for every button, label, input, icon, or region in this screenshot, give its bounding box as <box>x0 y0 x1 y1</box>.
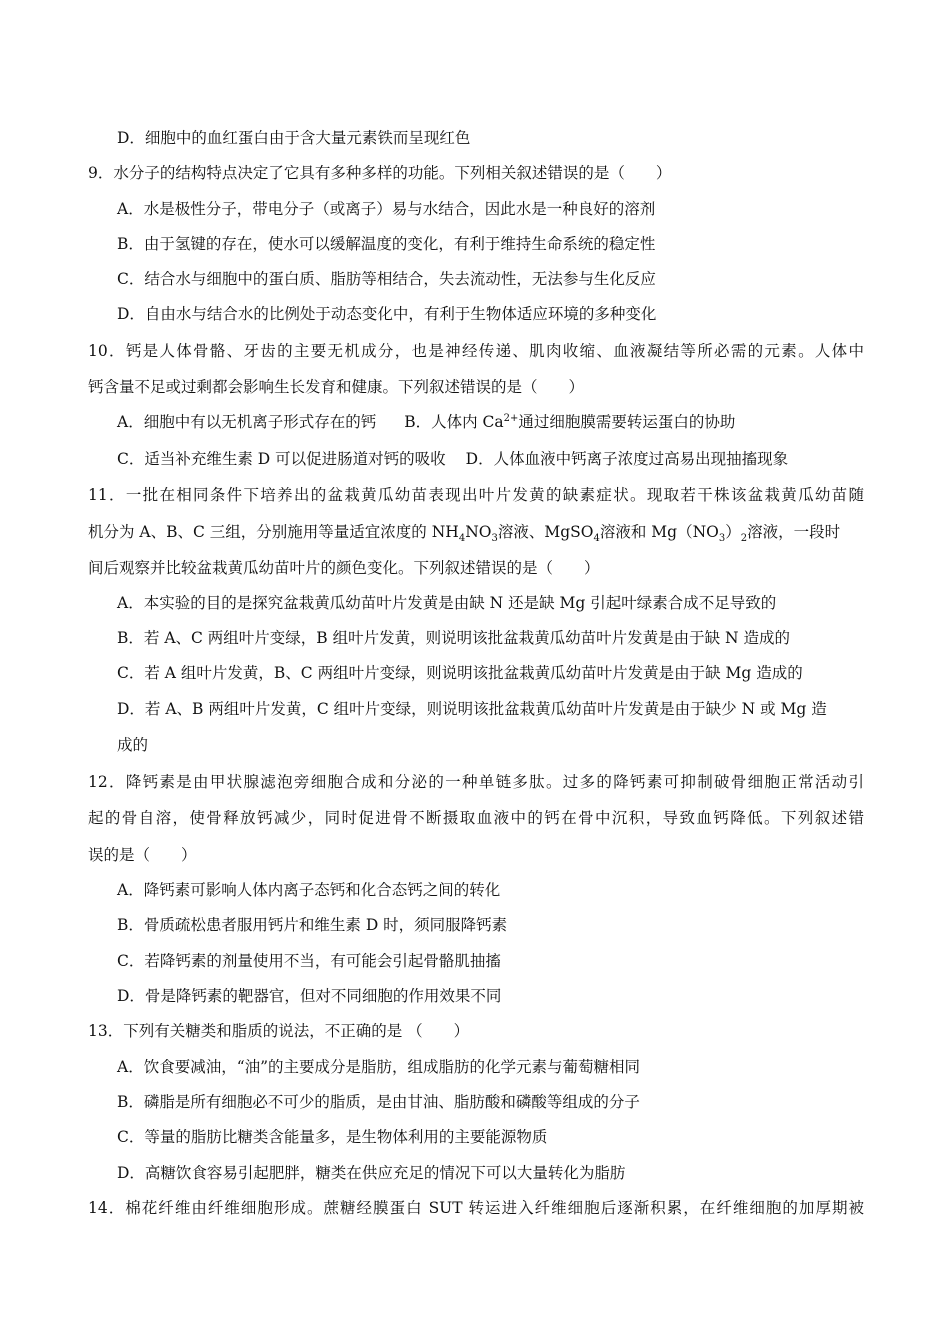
q13-option-c: C．等量的脂肪比糖类含能量多，是生物体利用的主要能源物质 <box>117 1128 548 1146</box>
q11-option-b: B．若 A、C 两组叶片变绿，B 组叶片发黄，则说明该批盆栽黄瓜幼苗叶片发黄是由于缺 N 造成的 <box>117 629 791 647</box>
q11-stem-line2: 机分为 A、B、C 三组，分别施用等量适宜浓度的 $NH_4NO_3$溶液、MgSO$_4$溶液和 $Mg(NO_3)_2$溶液，一段时 <box>88 523 841 545</box>
q9-option-d: D．自由水与结合水的比例处于动态变化中，有利于生物体适应环境的多种变化 <box>117 305 657 323</box>
q9-option-a: A．水是极性分子，带电分子（或离子）易与水结合，因此水是一种良好的溶剂 <box>117 200 656 218</box>
q11-option-a: A．本实验的目的是探究盆栽黄瓜幼苗叶片发黄是由缺 N 还是缺 Mg 引起叶绿素合成不足导致的 <box>117 594 777 612</box>
q12-option-c: C．若降钙素的剂量使用不当，有可能会引起骨骼肌抽搐 <box>117 952 501 970</box>
q12-option-a: A．降钙素可影响人体内离子态钙和化合态钙之间的转化 <box>117 881 501 899</box>
q9-option-b: B．由于氢键的存在，使水可以缓解温度的变化，有利于维持生命系统的稳定性 <box>117 235 656 253</box>
q9-stem: 9．水分子的结构特点决定了它具有多种多样的功能。下列相关叙述错误的是（ ） <box>88 164 672 182</box>
q10-option-a: A．细胞中有以无机离子形式存在的钙 <box>117 413 377 431</box>
q13-option-d: D．高糖饮食容易引起肥胖，糖类在供应充足的情况下可以大量转化为脂肪 <box>117 1164 626 1182</box>
q10-options-ab <box>117 412 735 432</box>
q11-stem-line1: 11．一批在相同条件下培养出的盆栽黄瓜幼苗表现出叶片发黄的缺素症状。现取若干株该盆栽黄瓜幼苗随 <box>88 486 864 504</box>
q11-option-d-line1: D．若 A、B 两组叶片发黄，C 组叶片变绿，则说明该批盆栽黄瓜幼苗叶片发黄是由于缺少 N 或 Mg 造 <box>117 700 827 718</box>
q10-option-d: D．人体血液中钙离子浓度过高易出现抽搐现象 <box>465 450 789 468</box>
q10-options-cd <box>117 449 788 469</box>
q11-option-d-line2: 成的 <box>117 736 149 754</box>
q11-stem-line3: 间后观察并比较盆栽黄瓜幼苗叶片的颜色变化。下列叙述错误的是（ ） <box>88 559 600 577</box>
q14-stem-line1: 14．棉花纤维由纤维细胞形成。蔗糖经膜蛋白 SUT 转运进入纤维细胞后逐渐积累，在纤维细胞的加厚期被 <box>88 1199 864 1217</box>
q13-stem: 13．下列有关糖类和脂质的说法，不正确的是 （ ） <box>88 1022 470 1040</box>
q11-option-c: C．若 A 组叶片发黄，B、C 两组叶片变绿，则说明该批盆栽黄瓜幼苗叶片发黄是由于缺 Mg 造成的 <box>117 664 803 682</box>
q8-option-d: D．细胞中的血红蛋白由于含大量元素铁而呈现红色 <box>117 129 471 147</box>
q12-stem-line1: 12．降钙素是由甲状腺滤泡旁细胞合成和分泌的一种单链多肽。过多的降钙素可抑制破骨细胞正常活动引 <box>88 773 864 791</box>
q12-option-b: B．骨质疏松患者服用钙片和维生素 D 时，须同服降钙素 <box>117 916 508 934</box>
q10-option-b: B．人体内 $Ca^{2+}$通过细胞膜需要转运蛋白的协助 <box>404 412 736 431</box>
q10-stem-line1: 10．钙是人体骨骼、牙齿的主要无机成分，也是神经传递、肌肉收缩、血液凝结等所必需的元素。人体中 <box>88 342 864 360</box>
q12-stem-line3: 误的是（ ） <box>88 846 197 864</box>
q12-stem-line2: 起的骨自溶，使骨释放钙减少，同时促进骨不断摄取血液中的钙在骨中沉积，导致血钙降低。下列叙述错 <box>88 809 864 827</box>
q9-option-c: C．结合水与细胞中的蛋白质、脂肪等相结合，失去流动性，无法参与生化反应 <box>117 270 656 288</box>
q10-stem-line2: 钙含量不足或过剩都会影响生长发育和健康。下列叙述错误的是（ ） <box>88 378 585 396</box>
q13-option-b: B．磷脂是所有细胞必不可少的脂质，是由甘油、脂肪酸和磷酸等组成的分子 <box>117 1093 640 1111</box>
q12-option-d: D．骨是降钙素的靶器官，但对不同细胞的作用效果不同 <box>117 987 502 1005</box>
q13-option-a: A．饮食要减油，“油”的主要成分是脂肪，组成脂肪的化学元素与葡萄糖相同 <box>117 1058 641 1076</box>
q10-option-c: C．适当补充维生素 D 可以促进肠道对钙的吸收 <box>117 450 446 468</box>
